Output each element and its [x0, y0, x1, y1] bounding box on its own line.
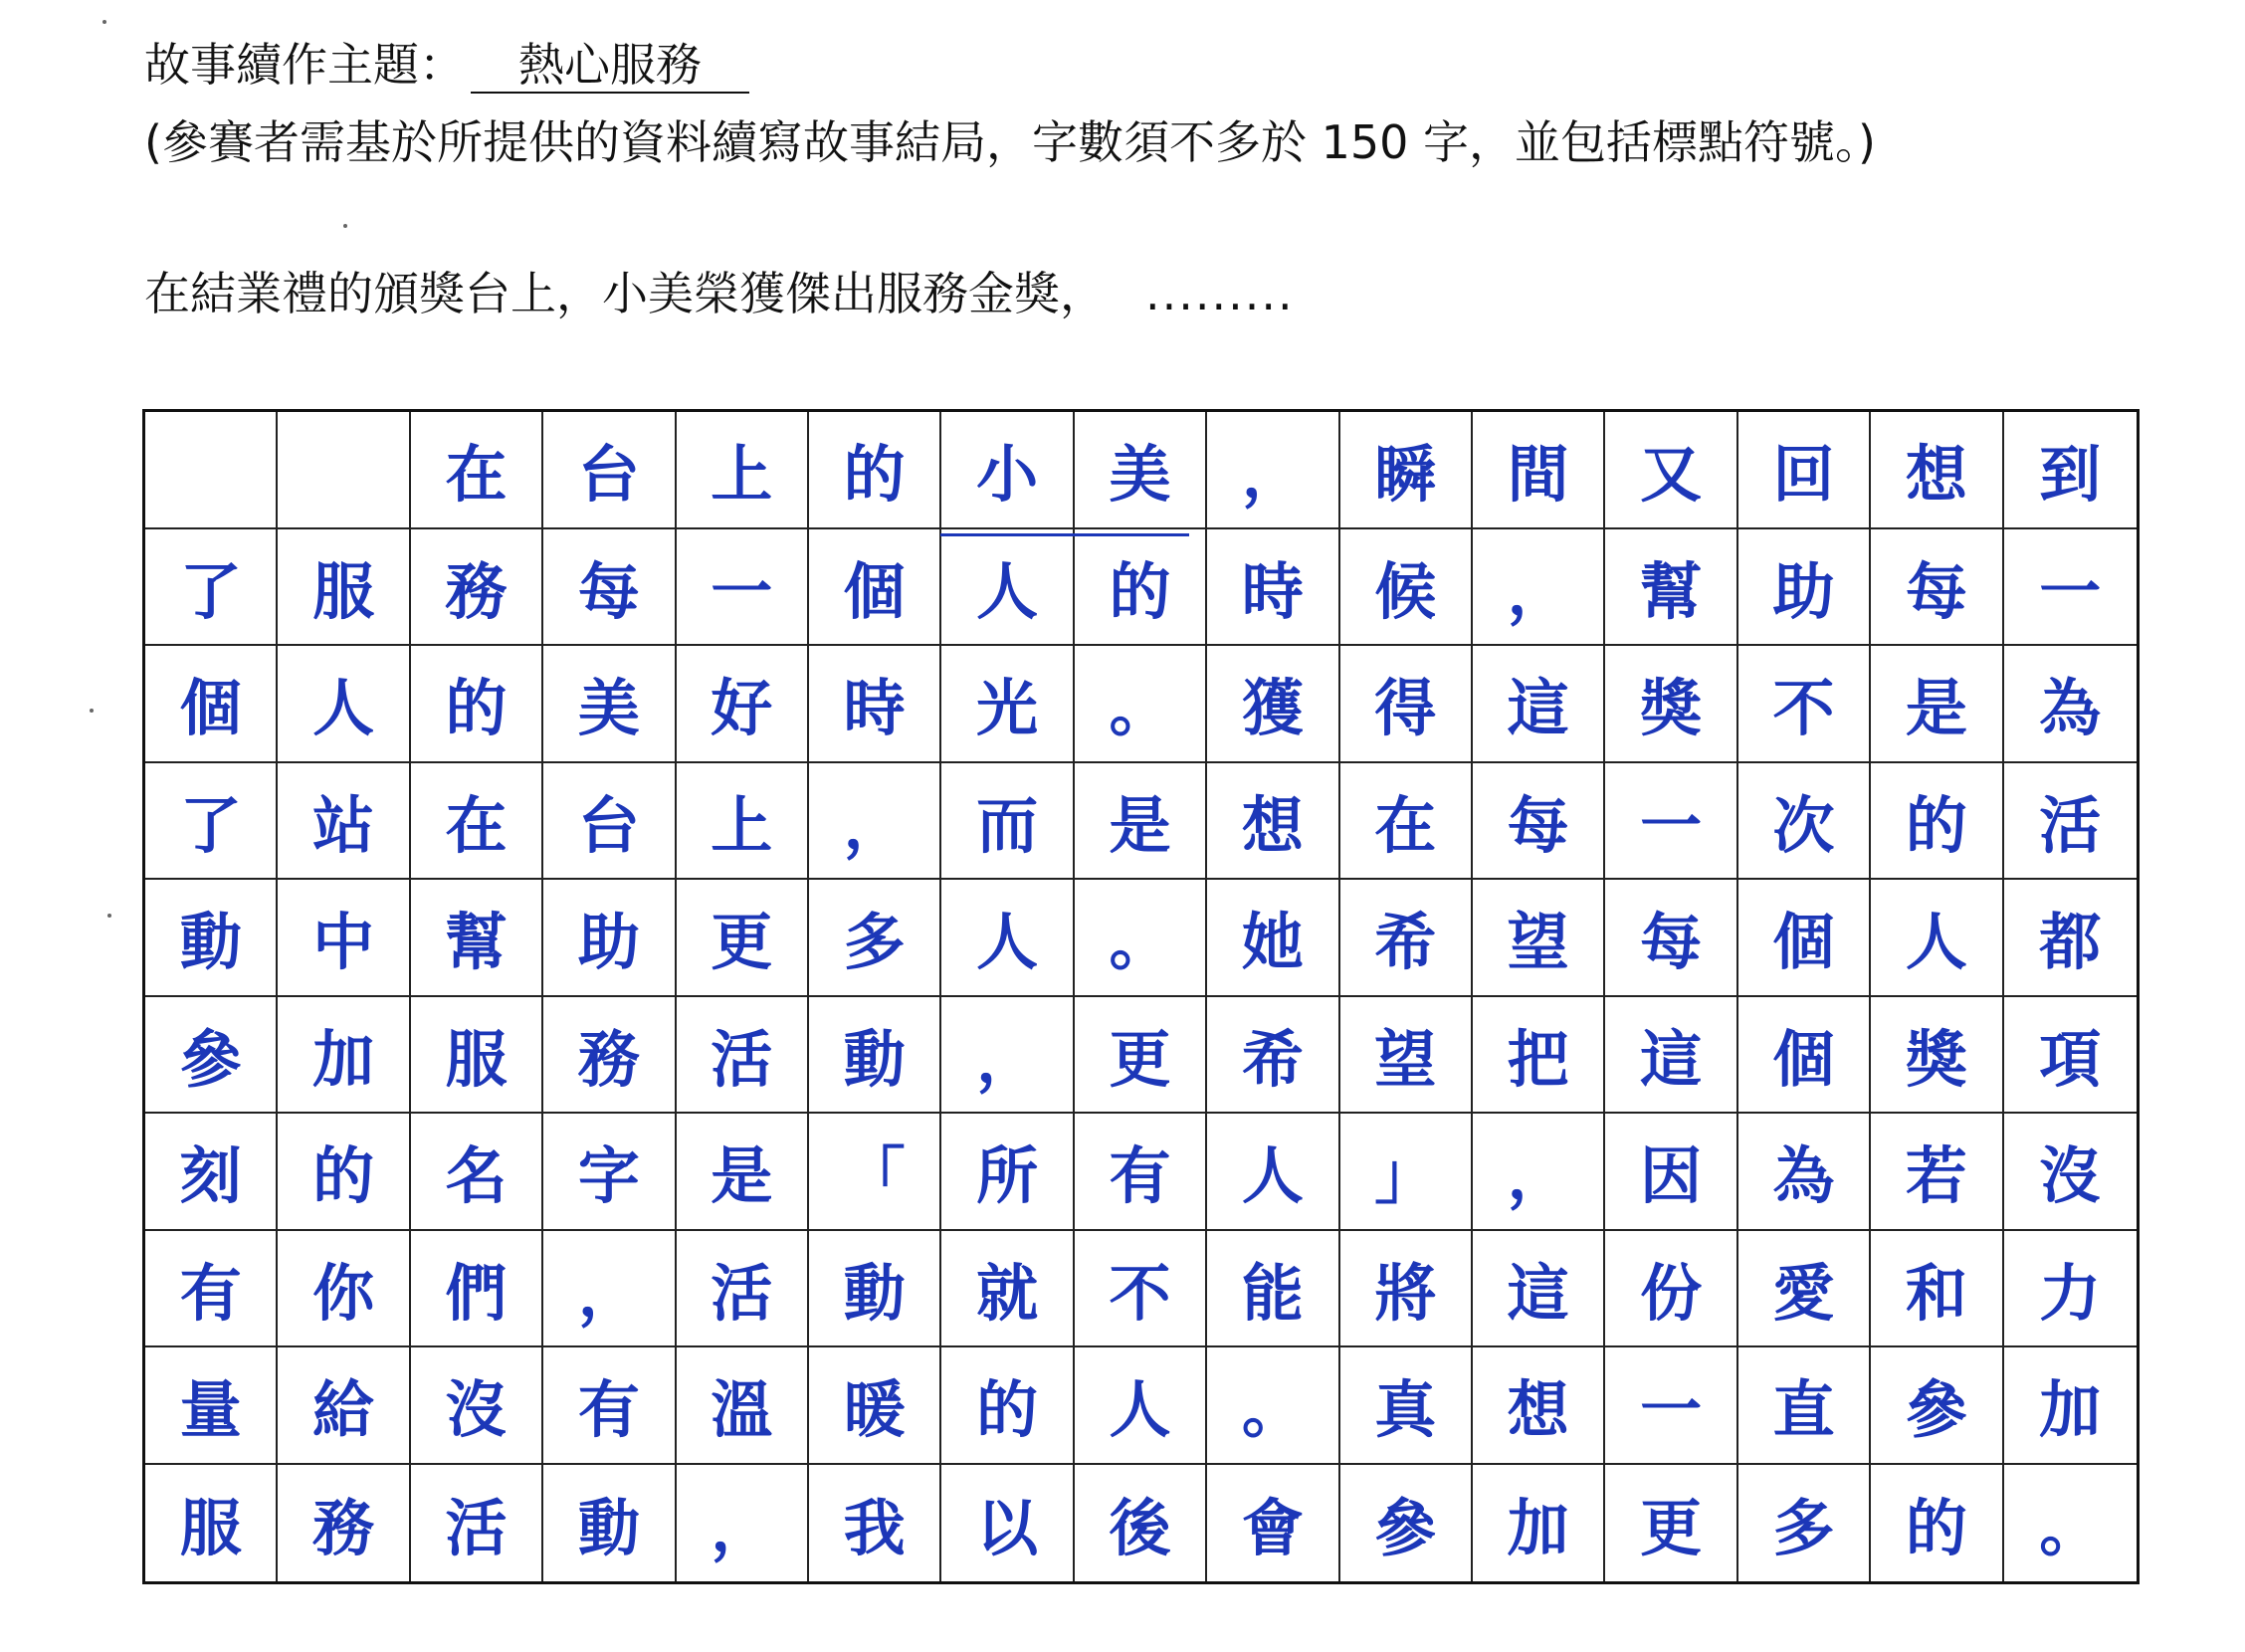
grid-cell: 中	[278, 880, 410, 997]
handwritten-underline	[940, 533, 1189, 536]
grid-cell: 務	[411, 529, 543, 647]
grid-cell: 這	[1473, 1231, 1605, 1348]
grid-cell: 回	[1738, 412, 1871, 529]
grid-cell: 時	[809, 646, 941, 763]
scan-speck	[107, 914, 111, 918]
grid-cell: 愛	[1738, 1231, 1871, 1348]
grid-cell: 間	[1473, 412, 1605, 529]
story-prompt-text: 在結業禮的頒獎台上，小美榮獲傑出服務金獎，	[144, 267, 1106, 320]
grid-cell: 在	[411, 763, 543, 881]
grid-cell: 若	[1871, 1114, 2003, 1231]
scan-speck	[90, 709, 94, 713]
grid-cell: 都	[2004, 880, 2137, 997]
grid-cell: 是	[1871, 646, 2003, 763]
grid-cell: 上	[677, 763, 809, 881]
grid-cell: 而	[941, 763, 1074, 881]
grid-cell: 獲	[1207, 646, 1339, 763]
grid-cell: 到	[2004, 412, 2137, 529]
grid-cell: 份	[1605, 1231, 1737, 1348]
grid-cell: 又	[1605, 412, 1737, 529]
grid-cell: 人	[941, 880, 1074, 997]
grid-cell: 動	[809, 1231, 941, 1348]
grid-cell: 每	[1473, 763, 1605, 881]
grid-cell: 活	[411, 1465, 543, 1582]
grid-cell: 美	[1075, 412, 1207, 529]
story-prompt-ellipsis: .........	[1145, 267, 1295, 320]
grid-cell: 不	[1075, 1231, 1207, 1348]
grid-cell: 你	[278, 1231, 410, 1348]
grid-cell: 人	[941, 529, 1074, 647]
instruction-text: (參賽者需基於所提供的資料續寫故事結局，字數須不多於 150 字，並包括標點符號。)	[144, 115, 1876, 169]
grid-cell: 站	[278, 763, 410, 881]
grid-cell: 。	[1207, 1347, 1339, 1465]
grid-cell: 會	[1207, 1465, 1339, 1582]
grid-cell: 服	[145, 1465, 278, 1582]
grid-cell: 在	[411, 412, 543, 529]
grid-cell: 為	[2004, 646, 2137, 763]
grid-cell: 「	[809, 1114, 941, 1231]
grid-cell: 沒	[2004, 1114, 2137, 1231]
grid-cell: 這	[1473, 646, 1605, 763]
grid-cell: ，	[1473, 1114, 1605, 1231]
grid-cell: 時	[1207, 529, 1339, 647]
grid-cell: 一	[2004, 529, 2137, 647]
grid-cell: 人	[1075, 1347, 1207, 1465]
grid-cell: 有	[1075, 1114, 1207, 1231]
grid-cell: 參	[1340, 1465, 1473, 1582]
grid-cell: 的	[278, 1114, 410, 1231]
grid-cell: 多	[809, 880, 941, 997]
grid-cell: 光	[941, 646, 1074, 763]
grid-cell: 。	[1075, 880, 1207, 997]
grid-cell: 更	[1605, 1465, 1737, 1582]
grid-cell: 美	[543, 646, 676, 763]
grid-cell: 上	[677, 412, 809, 529]
grid-cell: 個	[145, 646, 278, 763]
grid-cell: 我	[809, 1465, 941, 1582]
grid-cell: 的	[1871, 763, 2003, 881]
grid-cell: 每	[1605, 880, 1737, 997]
grid-cell: 就	[941, 1231, 1074, 1348]
grid-cell: 個	[1738, 880, 1871, 997]
grid-cell: 是	[677, 1114, 809, 1231]
grid-cell	[145, 412, 278, 529]
grid-cell: 台	[543, 412, 676, 529]
grid-cell: 。	[2039, 1491, 2102, 1564]
grid-cell: 個	[1738, 997, 1871, 1115]
answer-grid	[142, 409, 2140, 1584]
grid-cell: 人	[1871, 880, 2003, 997]
grid-cell	[278, 412, 410, 529]
grid-cell: 量	[145, 1347, 278, 1465]
grid-cell: 服	[278, 529, 410, 647]
grid-cell: 每	[543, 529, 676, 647]
grid-cell: 希	[1340, 880, 1473, 997]
grid-cell: 希	[1207, 997, 1339, 1115]
grid-cell: 。	[1075, 646, 1207, 763]
grid-cell: 動	[145, 880, 278, 997]
grid-cell: 的	[1075, 529, 1207, 647]
grid-cell: 給	[278, 1347, 410, 1465]
grid-cell: 幫	[1605, 529, 1737, 647]
grid-cell: ，	[543, 1231, 676, 1348]
grid-cell: 為	[1738, 1114, 1871, 1231]
grid-cell: 沒	[411, 1347, 543, 1465]
grid-cell: 直	[1738, 1347, 1871, 1465]
grid-cell: 多	[1738, 1465, 1871, 1582]
grid-cell: 暖	[809, 1347, 941, 1465]
grid-cell: ，	[941, 997, 1074, 1115]
grid-cell: 動	[543, 1465, 676, 1582]
grid-cell: 台	[543, 763, 676, 881]
grid-cell: 名	[411, 1114, 543, 1231]
grid-cell: 想	[1207, 763, 1339, 881]
topic-label: 故事續作主題：	[144, 38, 465, 92]
grid-cell: 在	[1340, 763, 1473, 881]
grid-cell: 幫	[411, 880, 543, 997]
grid-cell: 後	[1075, 1465, 1207, 1582]
grid-cell: 是	[1075, 763, 1207, 881]
grid-cell: 把	[1473, 997, 1605, 1115]
scan-speck	[102, 20, 106, 24]
grid-cell: 務	[278, 1465, 410, 1582]
grid-cell: 了	[145, 529, 278, 647]
grid-cell: ，	[809, 763, 941, 881]
grid-cell: 個	[809, 529, 941, 647]
grid-cell: 了	[145, 763, 278, 881]
grid-cell: 刻	[145, 1114, 278, 1231]
grid-cell: 以	[941, 1465, 1074, 1582]
grid-cell: 溫	[677, 1347, 809, 1465]
grid-cell: 和	[1871, 1231, 2003, 1348]
grid-cell: 能	[1207, 1231, 1339, 1348]
grid-cell: 有	[145, 1231, 278, 1348]
grid-cell: 更	[677, 880, 809, 997]
grid-cell: 一	[1605, 763, 1737, 881]
grid-cell: 加	[278, 997, 410, 1115]
topic-value: 熱心服務	[471, 42, 749, 94]
grid-cell: 每	[1871, 529, 2003, 647]
grid-cell: 活	[677, 997, 809, 1115]
grid-cell: 參	[1871, 1347, 2003, 1465]
grid-cell: 」	[1340, 1114, 1473, 1231]
grid-cell: 活	[677, 1231, 809, 1348]
grid-cell: 的	[941, 1347, 1074, 1465]
grid-cell: 獎	[1605, 646, 1737, 763]
grid-cell: 人	[278, 646, 410, 763]
grid-cell: 不	[1738, 646, 1871, 763]
grid-cell: 真	[1340, 1347, 1473, 1465]
grid-cell: 因	[1605, 1114, 1737, 1231]
grid-cell: 想	[1473, 1347, 1605, 1465]
grid-cell: 候	[1340, 529, 1473, 647]
grid-cell: 瞬	[1340, 412, 1473, 529]
grid-cell: 她	[1207, 880, 1339, 997]
grid-cell: 加	[1473, 1465, 1605, 1582]
grid-cell: ，	[677, 1465, 809, 1582]
grid-cell: 望	[1340, 997, 1473, 1115]
grid-cell: 望	[1473, 880, 1605, 997]
grid-cell: 字	[543, 1114, 676, 1231]
grid-cell: 項	[2004, 997, 2137, 1115]
grid-cell: 的	[1871, 1465, 2003, 1582]
story-prompt	[144, 267, 1295, 320]
grid-cell: 將	[1340, 1231, 1473, 1348]
grid-cell: 活	[2004, 763, 2137, 881]
grid-cell: 力	[2004, 1231, 2137, 1348]
grid-cell: 更	[1075, 997, 1207, 1115]
grid-cell: 好	[677, 646, 809, 763]
grid-cell: 小	[941, 412, 1074, 529]
grid-cell: 次	[1738, 763, 1871, 881]
grid-cell: 們	[411, 1231, 543, 1348]
grid-cell: 一	[1605, 1347, 1737, 1465]
grid-cell: 想	[1871, 412, 2003, 529]
grid-cell: 這	[1605, 997, 1737, 1115]
grid-cell: ，	[1207, 412, 1339, 529]
grid-cell: 務	[543, 997, 676, 1115]
grid-cell: 加	[2004, 1347, 2137, 1465]
grid-cell: ，	[1473, 529, 1605, 647]
grid-cell: 得	[1340, 646, 1473, 763]
grid-cell: 的	[809, 412, 941, 529]
grid-cell: 獎	[1871, 997, 2003, 1115]
grid-cell: 所	[941, 1114, 1074, 1231]
grid-cell: 一	[677, 529, 809, 647]
grid-cell: 動	[809, 997, 941, 1115]
grid-cell: 助	[1738, 529, 1871, 647]
scan-speck	[343, 224, 347, 228]
grid-cell: 服	[411, 997, 543, 1115]
grid-cell: 有	[543, 1347, 676, 1465]
topic-line	[144, 38, 749, 94]
grid-cell: 人	[1207, 1114, 1339, 1231]
grid-cell: 的	[411, 646, 543, 763]
grid-cell: 參	[145, 997, 278, 1115]
grid-cell: 助	[543, 880, 676, 997]
